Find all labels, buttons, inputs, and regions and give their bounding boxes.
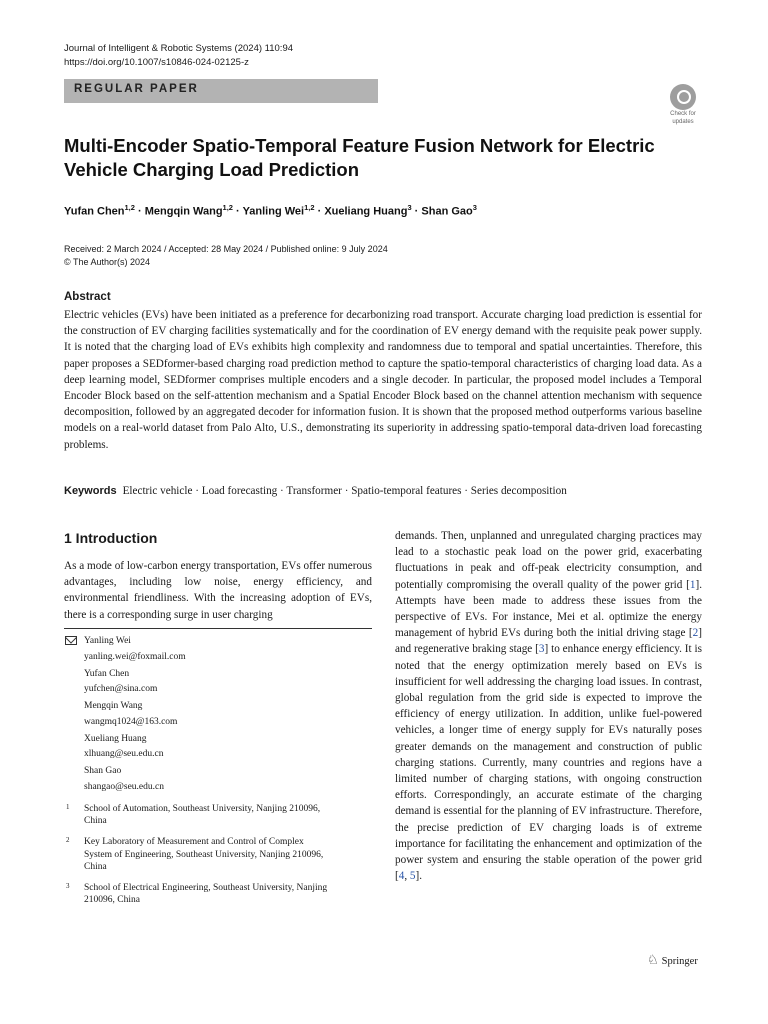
author-contacts bbox=[84, 634, 186, 797]
affiliation-number: 3 bbox=[66, 882, 70, 891]
affiliations bbox=[64, 803, 334, 915]
intro-left-column: As a mode of low-carbon energy transportation, EVs offer numerous advantages, including low noise, energy efficiency, and environmental friendliness. With the increasing adoption of EVs, there is a corresponding surge in user charging bbox=[64, 560, 372, 621]
affiliation-item bbox=[64, 803, 334, 827]
contact-email[interactable]: yanling.wei@foxmail.com bbox=[84, 651, 186, 662]
body-text: ] to enhance energy efficiency. It is noted that the energy optimization merely based on EVs is insufficient for well addressing the charging load issues. In contrast, global regulation from the grid side is expected to improve the efficiency of energy utilization. In addition, unlike fuel-powered vehicles, a longer time of energy supply for EVs naturally poses greater demands on the management and construction of public charging stations. Currently, many countries and regions have a limited number of charging stations, with ongoing construction efforts. Correspondingly, an accurate estimate of the charging demand is essential for the planning of EV infrastructure. Therefore, the precise prediction of EV charging loads is of extreme importance for facilitating the enhancement and optimization of the power system and ensuring the stable operation of the power grid [ bbox=[395, 643, 702, 883]
contact-name: Yanling Wei bbox=[84, 636, 131, 646]
author-separator: · bbox=[314, 205, 325, 218]
keywords-label: Keywords bbox=[64, 485, 117, 497]
journal-citation: Journal of Intelligent & Robotic Systems (2024) 110:94 bbox=[64, 43, 294, 54]
citation-link[interactable]: 3 bbox=[538, 643, 545, 656]
envelope-icon bbox=[65, 636, 77, 645]
affiliation-text: School of Electrical Engineering, Southeast University, Nanjing 210096, China bbox=[84, 883, 328, 906]
keywords-text: Electric vehicle · Load forecasting · Transformer · Spatio-temporal features · Series decomposition bbox=[122, 485, 567, 497]
abstract-text: Electric vehicles (EVs) have been initiated as a preference for decarbonizing road transport. Accurate charging load prediction is essential for the construction of EV charging facilities systematically and for the coordination of EV energy demand with the requisite peak power supply. It is noted that the charging load of EVs exhibits high complexity and randomness due to temporal and spatial uncertainties. Therefore, this paper proposes a SEDformer-based charging road prediction method to capture the spatio-temporal characteristics of charging load data. As a deep learning model, SEDformer comprises multiple encoders and a single decoder. In particular, the proposed model includes a Temporal Encoder Block based on the self-attention mechanism and a Spatial Encoder Block based on the channel attention mechanism with sequence decomposition, followed by an aggregated decoder for information fusion. It is shown that the proposed method outperforms various baseline models on a real-world dataset from Palo Alto, U.S., demonstrating its superiority in addressing spatio-temporal data-driven load forecasting problems. bbox=[64, 309, 702, 451]
doi-link[interactable]: https://doi.org/10.1007/s10846-024-02125-z bbox=[64, 57, 249, 68]
intro-right-column bbox=[395, 528, 702, 884]
body-text: ]. Attempts have been made to address these issues from the perspective of EVs. For instance, Mei et al. optimize the energy management of hybrid EVs during both the initial driving stage [ bbox=[395, 578, 702, 640]
contact-name: Xueliang Huang bbox=[84, 733, 147, 744]
article-type-banner bbox=[64, 79, 378, 103]
body-text: ] and regenerative braking stage [ bbox=[395, 627, 702, 656]
author-separator: · bbox=[134, 205, 145, 218]
affiliation-number: 2 bbox=[66, 836, 70, 845]
citation-link[interactable]: 2 bbox=[692, 627, 699, 640]
contact-name: Yufan Chen bbox=[84, 668, 130, 679]
keywords bbox=[64, 485, 567, 497]
author-affiliation: 3 bbox=[472, 203, 477, 212]
article-type-label: REGULAR PAPER bbox=[74, 83, 199, 95]
author-separator: · bbox=[232, 205, 243, 218]
check-for-updates-line1: Check for bbox=[670, 111, 696, 117]
author-affiliation: 3 bbox=[407, 203, 412, 212]
author-name[interactable]: Yanling Wei bbox=[242, 205, 305, 218]
dates-line: Received: 2 March 2024 / Accepted: 28 May 2024 / Published online: 9 July 2024 bbox=[64, 244, 388, 254]
contact-name: Shan Gao bbox=[84, 766, 122, 776]
author-affiliation: 1,2 bbox=[222, 203, 233, 212]
affiliation-item bbox=[64, 836, 334, 873]
citation-link[interactable]: 4 bbox=[398, 870, 405, 883]
body-text: , bbox=[404, 870, 410, 883]
paper-title-line: Multi-Encoder Spatio-Temporal Feature Fusion Network for Electric bbox=[64, 135, 655, 156]
author-name[interactable]: Yufan Chen bbox=[64, 205, 125, 218]
affiliation-item bbox=[64, 882, 334, 906]
copyright-line: © The Author(s) 2024 bbox=[64, 257, 151, 267]
contact-item bbox=[84, 699, 186, 730]
springer-horse-icon: ♘ bbox=[647, 952, 659, 967]
contact-item bbox=[84, 732, 186, 763]
check-for-updates-icon bbox=[670, 84, 696, 110]
contact-email[interactable]: wangmq1024@163.com bbox=[84, 716, 178, 727]
affiliation-number: 1 bbox=[66, 803, 70, 811]
contact-item bbox=[84, 634, 186, 665]
body-text: ]. bbox=[415, 870, 423, 883]
paper-title bbox=[64, 134, 684, 182]
contact-item bbox=[84, 764, 186, 795]
contact-email[interactable]: yufchen@sina.com bbox=[84, 684, 158, 694]
author-name[interactable]: Shan Gao bbox=[421, 205, 473, 218]
section-heading-introduction: 1 Introduction bbox=[64, 530, 158, 546]
contact-name: Mengqin Wang bbox=[84, 701, 143, 711]
body-text: demands. Then, unplanned and unregulated charging practices may lead to a stochastic peak load on the power grid, exacerbating fluctuations in peak and off-peak electricity consumption, and potentially compromising the overall quality of the power grid [ bbox=[395, 530, 702, 591]
author-name[interactable]: Xueliang Huang bbox=[324, 205, 408, 218]
contact-email[interactable]: xlhuang@seu.edu.cn bbox=[84, 749, 164, 759]
check-for-updates-badge[interactable] bbox=[664, 84, 702, 124]
affiliation-text: Key Laboratory of Measurement and Control of Complex System of Engineering, Southeast University, Nanjing 210096, China bbox=[84, 837, 324, 872]
paper-title-line: Vehicle Charging Load Prediction bbox=[64, 159, 360, 180]
publication-dates bbox=[64, 243, 388, 269]
author-list bbox=[64, 203, 477, 218]
author-separator: · bbox=[411, 205, 422, 218]
check-for-updates-line2: updates bbox=[672, 119, 694, 125]
abstract-heading: Abstract bbox=[64, 291, 111, 303]
publisher-logo bbox=[647, 952, 698, 968]
author-affiliation: 1,2 bbox=[124, 203, 135, 212]
author-affiliation: 1,2 bbox=[304, 203, 315, 212]
citation-link[interactable]: 1 bbox=[689, 578, 696, 591]
citation-link[interactable]: 5 bbox=[409, 870, 416, 883]
journal-header bbox=[64, 42, 293, 70]
author-name[interactable]: Mengqin Wang bbox=[144, 205, 223, 218]
affiliation-text: School of Automation, Southeast University, Nanjing 210096, China bbox=[84, 804, 321, 827]
contact-item bbox=[84, 667, 186, 698]
publisher-name: Springer bbox=[661, 956, 698, 967]
contact-email[interactable]: shangao@seu.edu.cn bbox=[84, 781, 164, 792]
footnote-divider bbox=[64, 628, 372, 629]
